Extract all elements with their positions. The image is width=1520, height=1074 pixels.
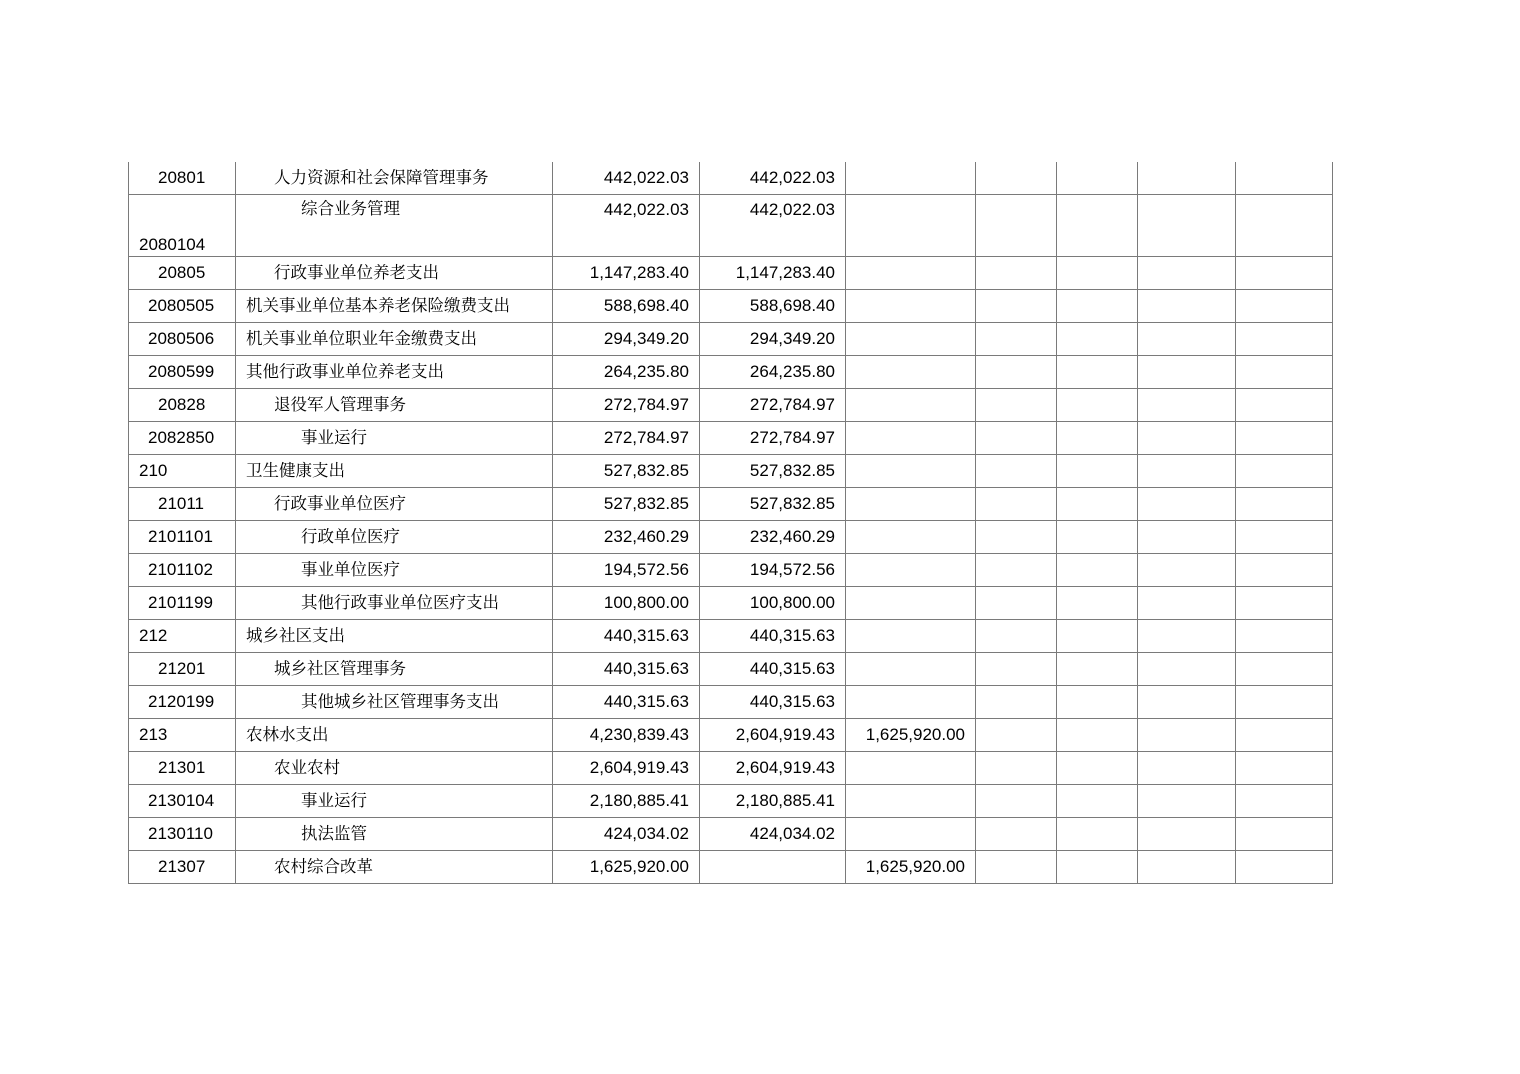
project-expenditure <box>846 389 976 422</box>
empty-cell <box>1236 587 1333 620</box>
empty-cell <box>1236 719 1333 752</box>
empty-cell <box>1236 488 1333 521</box>
project-expenditure <box>846 521 976 554</box>
total-amount: 588,698.40 <box>553 290 700 323</box>
subject-code: 2080104 <box>129 195 236 257</box>
subject-code: 21201 <box>129 653 236 686</box>
empty-cell <box>1057 686 1138 719</box>
basic-expenditure: 2,180,885.41 <box>700 785 846 818</box>
subject-name: 机关事业单位基本养老保险缴费支出 <box>236 290 553 323</box>
empty-cell <box>1236 195 1333 257</box>
total-amount: 1,147,283.40 <box>553 257 700 290</box>
subject-name: 其他行政事业单位医疗支出 <box>236 587 553 620</box>
total-amount: 272,784.97 <box>553 389 700 422</box>
project-expenditure <box>846 356 976 389</box>
subject-name: 事业单位医疗 <box>236 554 553 587</box>
empty-cell <box>1138 818 1236 851</box>
project-expenditure <box>846 488 976 521</box>
basic-expenditure: 527,832.85 <box>700 455 846 488</box>
subject-code: 212 <box>129 620 236 653</box>
total-amount: 2,604,919.43 <box>553 752 700 785</box>
empty-cell <box>976 653 1057 686</box>
empty-cell <box>1138 257 1236 290</box>
empty-cell <box>1236 554 1333 587</box>
empty-cell <box>1236 752 1333 785</box>
empty-cell <box>976 195 1057 257</box>
empty-cell <box>1057 521 1138 554</box>
budget-expenditure-table <box>128 162 1333 884</box>
project-expenditure <box>846 257 976 290</box>
empty-cell <box>1057 422 1138 455</box>
basic-expenditure: 442,022.03 <box>700 195 846 257</box>
empty-cell <box>1138 290 1236 323</box>
subject-code: 2120199 <box>129 686 236 719</box>
table-row <box>129 653 1333 686</box>
basic-expenditure <box>700 851 846 884</box>
basic-expenditure: 272,784.97 <box>700 422 846 455</box>
empty-cell <box>1057 488 1138 521</box>
project-expenditure <box>846 290 976 323</box>
empty-cell <box>1057 752 1138 785</box>
empty-cell <box>1057 323 1138 356</box>
subject-code: 213 <box>129 719 236 752</box>
subject-name: 卫生健康支出 <box>236 455 553 488</box>
empty-cell <box>976 620 1057 653</box>
table-row <box>129 488 1333 521</box>
project-expenditure <box>846 752 976 785</box>
empty-cell <box>976 356 1057 389</box>
empty-cell <box>976 488 1057 521</box>
empty-cell <box>1057 719 1138 752</box>
project-expenditure <box>846 587 976 620</box>
subject-name: 行政事业单位医疗 <box>236 488 553 521</box>
subject-code: 20801 <box>129 162 236 195</box>
project-expenditure <box>846 653 976 686</box>
subject-code: 2101199 <box>129 587 236 620</box>
basic-expenditure: 194,572.56 <box>700 554 846 587</box>
project-expenditure: 1,625,920.00 <box>846 851 976 884</box>
subject-name: 退役军人管理事务 <box>236 389 553 422</box>
table-row <box>129 290 1333 323</box>
empty-cell <box>1057 554 1138 587</box>
empty-cell <box>1057 785 1138 818</box>
empty-cell <box>976 719 1057 752</box>
empty-cell <box>976 752 1057 785</box>
subject-code: 2101101 <box>129 521 236 554</box>
basic-expenditure: 527,832.85 <box>700 488 846 521</box>
table-row <box>129 356 1333 389</box>
subject-code: 20805 <box>129 257 236 290</box>
empty-cell <box>1057 195 1138 257</box>
empty-cell <box>1236 290 1333 323</box>
empty-cell <box>1138 323 1236 356</box>
total-amount: 440,315.63 <box>553 686 700 719</box>
basic-expenditure: 440,315.63 <box>700 686 846 719</box>
empty-cell <box>1057 653 1138 686</box>
empty-cell <box>1057 290 1138 323</box>
empty-cell <box>1138 195 1236 257</box>
empty-cell <box>1057 389 1138 422</box>
total-amount: 4,230,839.43 <box>553 719 700 752</box>
total-amount: 442,022.03 <box>553 162 700 195</box>
empty-cell <box>1236 389 1333 422</box>
subject-code: 2080505 <box>129 290 236 323</box>
total-amount: 2,180,885.41 <box>553 785 700 818</box>
empty-cell <box>1057 455 1138 488</box>
total-amount: 194,572.56 <box>553 554 700 587</box>
empty-cell <box>1057 356 1138 389</box>
empty-cell <box>1236 422 1333 455</box>
empty-cell <box>976 686 1057 719</box>
subject-name: 农村综合改革 <box>236 851 553 884</box>
subject-name: 行政事业单位养老支出 <box>236 257 553 290</box>
project-expenditure <box>846 162 976 195</box>
empty-cell <box>1236 521 1333 554</box>
empty-cell <box>976 257 1057 290</box>
empty-cell <box>1138 785 1236 818</box>
empty-cell <box>976 290 1057 323</box>
empty-cell <box>976 521 1057 554</box>
empty-cell <box>1138 455 1236 488</box>
empty-cell <box>1236 653 1333 686</box>
empty-cell <box>1138 587 1236 620</box>
empty-cell <box>1138 554 1236 587</box>
subject-code: 2082850 <box>129 422 236 455</box>
subject-code: 2101102 <box>129 554 236 587</box>
project-expenditure <box>846 686 976 719</box>
empty-cell <box>1236 455 1333 488</box>
empty-cell <box>1057 162 1138 195</box>
basic-expenditure: 264,235.80 <box>700 356 846 389</box>
empty-cell <box>1138 686 1236 719</box>
empty-cell <box>1057 818 1138 851</box>
table-row <box>129 422 1333 455</box>
empty-cell <box>976 455 1057 488</box>
empty-cell <box>1236 818 1333 851</box>
total-amount: 272,784.97 <box>553 422 700 455</box>
subject-name: 城乡社区支出 <box>236 620 553 653</box>
project-expenditure <box>846 455 976 488</box>
empty-cell <box>1138 488 1236 521</box>
empty-cell <box>1138 521 1236 554</box>
empty-cell <box>976 389 1057 422</box>
total-amount: 264,235.80 <box>553 356 700 389</box>
basic-expenditure: 440,315.63 <box>700 653 846 686</box>
subject-code: 2080506 <box>129 323 236 356</box>
basic-expenditure: 424,034.02 <box>700 818 846 851</box>
subject-name: 其他行政事业单位养老支出 <box>236 356 553 389</box>
subject-name: 行政单位医疗 <box>236 521 553 554</box>
project-expenditure <box>846 422 976 455</box>
subject-name: 其他城乡社区管理事务支出 <box>236 686 553 719</box>
empty-cell <box>1236 686 1333 719</box>
table-row <box>129 818 1333 851</box>
subject-code: 21307 <box>129 851 236 884</box>
empty-cell <box>976 323 1057 356</box>
empty-cell <box>976 554 1057 587</box>
basic-expenditure: 272,784.97 <box>700 389 846 422</box>
basic-expenditure: 294,349.20 <box>700 323 846 356</box>
basic-expenditure: 440,315.63 <box>700 620 846 653</box>
empty-cell <box>1138 422 1236 455</box>
table-row <box>129 587 1333 620</box>
empty-cell <box>1138 389 1236 422</box>
subject-name: 事业运行 <box>236 422 553 455</box>
empty-cell <box>1138 653 1236 686</box>
empty-cell <box>1236 356 1333 389</box>
subject-name: 执法监管 <box>236 818 553 851</box>
table-row <box>129 521 1333 554</box>
subject-name: 城乡社区管理事务 <box>236 653 553 686</box>
empty-cell <box>1138 162 1236 195</box>
table-row <box>129 686 1333 719</box>
empty-cell <box>1057 851 1138 884</box>
empty-cell <box>976 422 1057 455</box>
basic-expenditure: 232,460.29 <box>700 521 846 554</box>
subject-code: 20828 <box>129 389 236 422</box>
total-amount: 100,800.00 <box>553 587 700 620</box>
subject-name: 人力资源和社会保障管理事务 <box>236 162 553 195</box>
table-row <box>129 752 1333 785</box>
empty-cell <box>1138 851 1236 884</box>
total-amount: 440,315.63 <box>553 620 700 653</box>
subject-code: 2130104 <box>129 785 236 818</box>
table-row <box>129 162 1333 195</box>
project-expenditure <box>846 818 976 851</box>
project-expenditure <box>846 323 976 356</box>
table-row <box>129 620 1333 653</box>
empty-cell <box>976 851 1057 884</box>
total-amount: 440,315.63 <box>553 653 700 686</box>
subject-code: 21011 <box>129 488 236 521</box>
total-amount: 424,034.02 <box>553 818 700 851</box>
subject-name: 农业农村 <box>236 752 553 785</box>
subject-code: 21301 <box>129 752 236 785</box>
subject-code: 2080599 <box>129 356 236 389</box>
table-row <box>129 719 1333 752</box>
empty-cell <box>976 162 1057 195</box>
empty-cell <box>1236 257 1333 290</box>
table-row <box>129 389 1333 422</box>
empty-cell <box>1236 620 1333 653</box>
table-row <box>129 851 1333 884</box>
empty-cell <box>1057 587 1138 620</box>
project-expenditure <box>846 195 976 257</box>
basic-expenditure: 1,147,283.40 <box>700 257 846 290</box>
empty-cell <box>1236 323 1333 356</box>
subject-name: 事业运行 <box>236 785 553 818</box>
total-amount: 442,022.03 <box>553 195 700 257</box>
table-row <box>129 554 1333 587</box>
project-expenditure <box>846 785 976 818</box>
table-row <box>129 323 1333 356</box>
table-row <box>129 455 1333 488</box>
empty-cell <box>1138 620 1236 653</box>
basic-expenditure: 2,604,919.43 <box>700 752 846 785</box>
empty-cell <box>976 785 1057 818</box>
empty-cell <box>1236 162 1333 195</box>
subject-name: 综合业务管理 <box>236 195 553 257</box>
empty-cell <box>1138 719 1236 752</box>
total-amount: 527,832.85 <box>553 455 700 488</box>
table-row <box>129 785 1333 818</box>
empty-cell <box>1236 785 1333 818</box>
empty-cell <box>1236 851 1333 884</box>
basic-expenditure: 2,604,919.43 <box>700 719 846 752</box>
empty-cell <box>976 818 1057 851</box>
project-expenditure <box>846 554 976 587</box>
table-row <box>129 195 1333 257</box>
empty-cell <box>976 587 1057 620</box>
subject-code: 2130110 <box>129 818 236 851</box>
subject-code: 210 <box>129 455 236 488</box>
empty-cell <box>1138 752 1236 785</box>
table-row <box>129 257 1333 290</box>
basic-expenditure: 442,022.03 <box>700 162 846 195</box>
project-expenditure: 1,625,920.00 <box>846 719 976 752</box>
empty-cell <box>1138 356 1236 389</box>
total-amount: 232,460.29 <box>553 521 700 554</box>
basic-expenditure: 588,698.40 <box>700 290 846 323</box>
empty-cell <box>1057 620 1138 653</box>
project-expenditure <box>846 620 976 653</box>
basic-expenditure: 100,800.00 <box>700 587 846 620</box>
total-amount: 1,625,920.00 <box>553 851 700 884</box>
empty-cell <box>1057 257 1138 290</box>
total-amount: 527,832.85 <box>553 488 700 521</box>
subject-name: 机关事业单位职业年金缴费支出 <box>236 323 553 356</box>
total-amount: 294,349.20 <box>553 323 700 356</box>
subject-name: 农林水支出 <box>236 719 553 752</box>
